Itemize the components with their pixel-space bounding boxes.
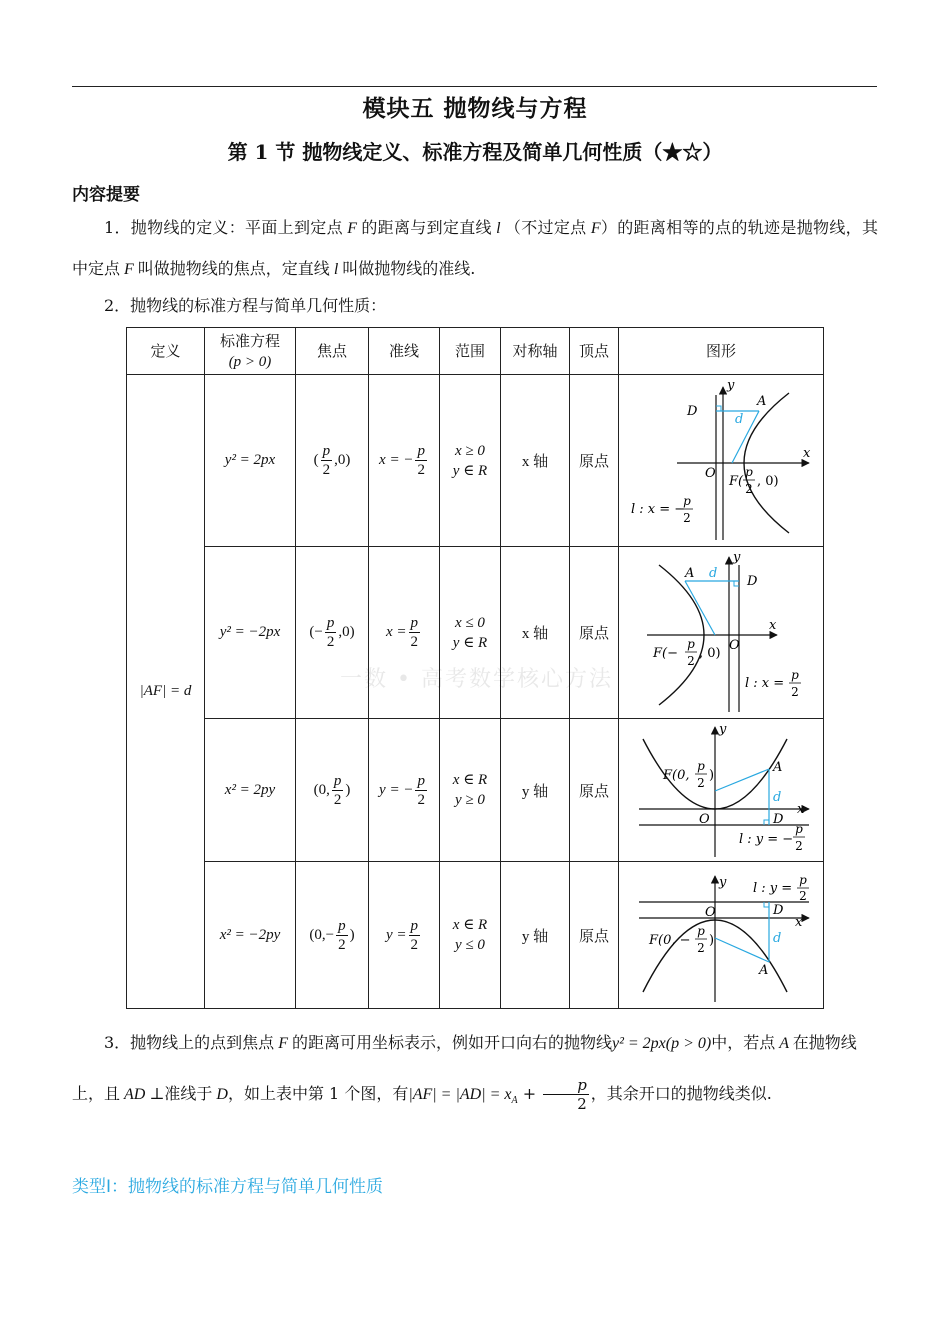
- label-x: x: [797, 802, 805, 817]
- label-d: d: [709, 566, 718, 581]
- module-title: 模块五 抛物线与方程: [362, 95, 588, 122]
- header-vertex: 顶点: [570, 328, 619, 375]
- coordinate-paragraph: 3．抛物线上的点到焦点 F 的距离可用坐标表示，例如开口向右的抛物线y² = 2px(p > 0)中，若点 A 在抛物线上，且 AD ⊥准线于 D，如上表中第 1 个图，有$|AF| = |AD| = x_A$ + $\frac{p}{2}$ ，其余开口的抛物线类似.: [72, 1033, 857, 1113]
- figure-cell: [619, 375, 824, 547]
- label-directrix: l : y =: [753, 881, 793, 896]
- header-range: 范围: [440, 328, 501, 375]
- parabola-right-figure: [619, 375, 823, 546]
- label-focus-end: ): [709, 933, 715, 948]
- axis-cell: x 轴: [501, 375, 570, 547]
- label-p: p: [745, 465, 753, 479]
- label-2: 2: [799, 889, 807, 903]
- axis-cell: y 轴: [501, 862, 570, 1009]
- top-rule: [72, 86, 877, 87]
- directrix-cell: x = $\frac{p}{2}$: [369, 547, 440, 719]
- header-focus: 焦点: [296, 328, 369, 375]
- range-cell: x ≤ 0 y ∈ R: [440, 547, 501, 719]
- focus-cell: (0, $\frac{p}{2}$ ): [296, 719, 369, 862]
- label-p: p: [795, 822, 803, 836]
- watermark: 一数 • 高考数学核心方法: [340, 667, 613, 692]
- header-definition: 定义: [127, 328, 205, 375]
- label-2: 2: [795, 839, 803, 853]
- table-row: [127, 547, 824, 719]
- label-x: x: [803, 446, 811, 461]
- focus-cell: ( $\frac{p}{2}$ ,0): [296, 375, 369, 547]
- header-axis: 对称轴: [501, 328, 570, 375]
- label-2: 2: [697, 941, 705, 955]
- label-focus-end: , 0): [757, 474, 779, 489]
- label-2: 2: [791, 685, 799, 699]
- definition-paragraph: 1．抛物线的定义：平面上到定点 F 的距离与到定直线 l （不过定点 F）的距离相等的点的轨迹是抛物线，其中定点 F 叫做抛物线的焦点，定直线 l 叫做抛物线的准线.: [72, 218, 878, 278]
- label-D: D: [773, 812, 784, 827]
- label-p: p: [697, 924, 705, 938]
- label-y: y: [719, 875, 727, 890]
- label-p: p: [799, 873, 807, 887]
- axis-cell: x 轴: [501, 547, 570, 719]
- label-focus: F(0, −: [649, 933, 691, 948]
- label-O: O: [699, 812, 710, 827]
- label-D: D: [747, 574, 758, 589]
- parabola-left-figure: [619, 547, 823, 718]
- properties-table: [126, 327, 824, 1009]
- table-row: [127, 719, 824, 862]
- label-directrix: l : x =: [745, 676, 785, 691]
- label-focus: F(0,: [663, 768, 690, 783]
- summary-heading: 内容提要: [72, 185, 140, 205]
- range-cell: x ≥ 0 y ∈ R: [440, 375, 501, 547]
- table-row: [127, 375, 824, 547]
- label-A: A: [685, 566, 695, 581]
- vertex-cell: 原点: [570, 375, 619, 547]
- label-focus-end: ): [709, 768, 715, 783]
- label-O: O: [705, 905, 716, 920]
- label-D: D: [687, 404, 698, 419]
- right-angle-mark: [716, 406, 721, 411]
- label-directrix: l : x = −: [631, 502, 686, 517]
- label-y: y: [727, 378, 735, 393]
- vertex-cell: 原点: [570, 719, 619, 862]
- label-p: p: [683, 494, 691, 508]
- figure-cell: [619, 547, 824, 719]
- parabola-down-figure: [619, 862, 823, 1008]
- label-directrix: l : y = −: [739, 832, 794, 847]
- label-A: A: [759, 963, 769, 978]
- range-cell: x ∈ R y ≤ 0: [440, 862, 501, 1009]
- label-y: y: [719, 722, 727, 737]
- right-angle-mark: [764, 902, 769, 907]
- directrix-cell: x = − $\frac{p}{2}$: [369, 375, 440, 547]
- label-y: y: [733, 550, 741, 565]
- directrix-cell: y = − $\frac{p}{2}$: [369, 719, 440, 862]
- equation-cell: x² = −2py: [205, 862, 296, 1009]
- label-2: 2: [697, 776, 705, 790]
- table-header-row: [127, 328, 824, 375]
- label-D: D: [773, 903, 784, 918]
- label-2: 2: [683, 511, 691, 525]
- equation-cell: y² = −2px: [205, 547, 296, 719]
- right-angle-mark: [734, 581, 739, 586]
- equation-cell: y² = 2px: [205, 375, 296, 547]
- label-d: d: [773, 790, 782, 805]
- range-cell: x ∈ R y ≥ 0: [440, 719, 501, 862]
- header-equation: 标准方程 (p > 0): [205, 328, 296, 375]
- label-focus-end: , 0): [699, 646, 721, 661]
- focal-segment: [685, 581, 715, 635]
- equation-cell: x² = 2py: [205, 719, 296, 862]
- label-x: x: [769, 618, 777, 633]
- label-p: p: [697, 759, 705, 773]
- table-intro: 2．抛物线的标准方程与简单几何性质：: [104, 296, 387, 315]
- definition-cell: |AF| = d: [127, 375, 205, 1009]
- table-row: [127, 862, 824, 1009]
- label-O: O: [705, 466, 716, 481]
- directrix-cell: y = $\frac{p}{2}$: [369, 862, 440, 1009]
- type-heading: 类型Ⅰ：抛物线的标准方程与简单几何性质: [72, 1177, 384, 1197]
- label-p: p: [687, 637, 695, 651]
- header-figure: 图形: [619, 328, 824, 375]
- vertex-cell: 原点: [570, 862, 619, 1009]
- label-2: 2: [745, 482, 753, 496]
- label-d: d: [735, 412, 744, 427]
- label-A: A: [773, 760, 783, 775]
- vertex-cell: 原点: [570, 547, 619, 719]
- axis-cell: y 轴: [501, 719, 570, 862]
- section-title: 第 1 节 抛物线定义、标准方程及简单几何性质（★☆）: [227, 140, 723, 164]
- focus-cell: (0,− $\frac{p}{2}$ ): [296, 862, 369, 1009]
- label-focus: F(−: [653, 646, 678, 661]
- right-angle-mark: [764, 820, 769, 825]
- figure-cell: [619, 719, 824, 862]
- label-x: x: [795, 915, 803, 930]
- label-A: A: [757, 394, 767, 409]
- label-p: p: [791, 668, 799, 682]
- label-focus: F(: [729, 474, 744, 489]
- figure-cell: [619, 862, 824, 1009]
- header-directrix: 准线: [369, 328, 440, 375]
- parabola-up-figure: [619, 719, 823, 861]
- label-2: 2: [687, 654, 695, 668]
- label-d: d: [773, 931, 782, 946]
- focus-cell: (− $\frac{p}{2}$ ,0): [296, 547, 369, 719]
- label-O: O: [729, 638, 740, 653]
